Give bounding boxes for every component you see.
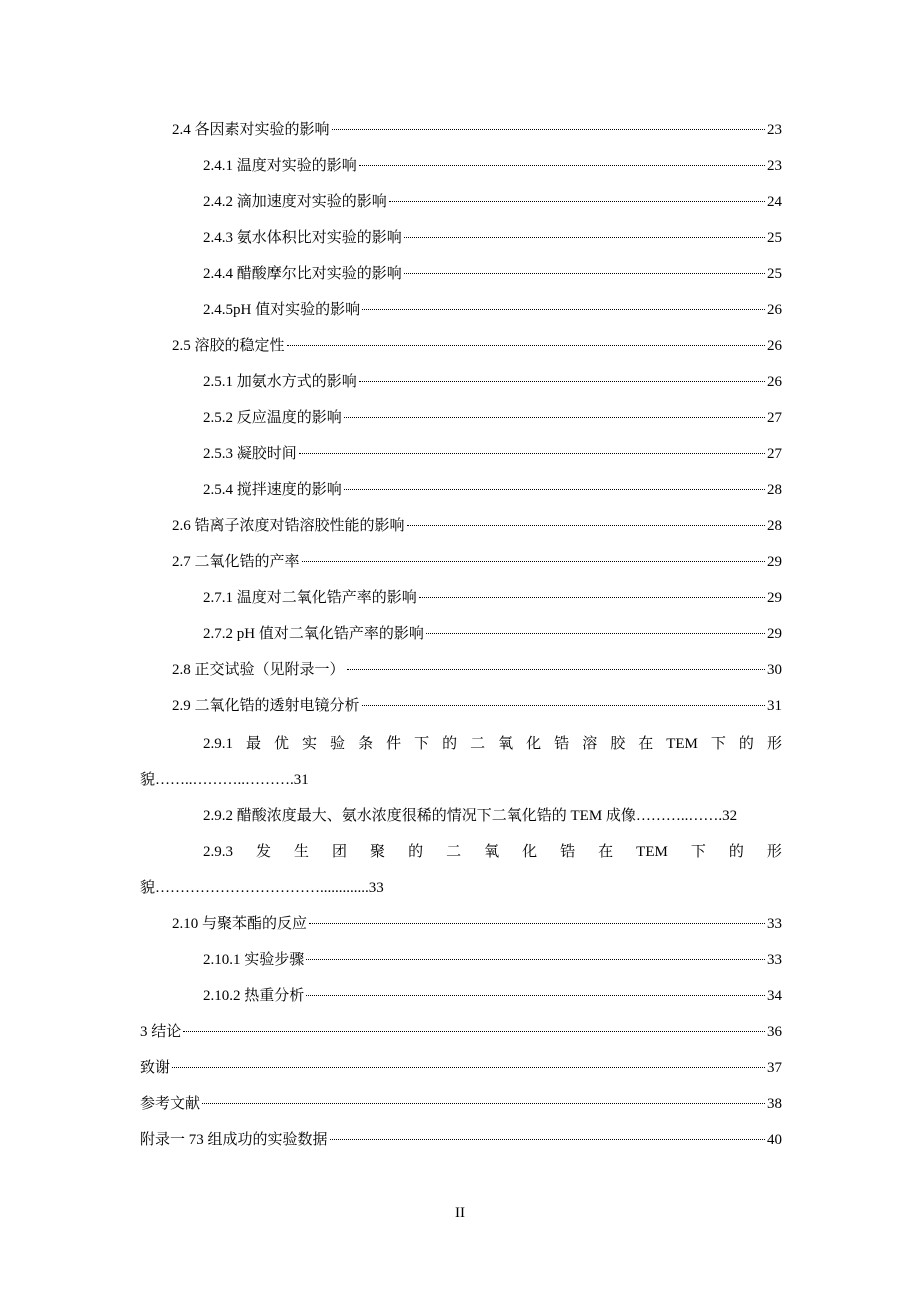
toc-entry[interactable] bbox=[172, 334, 782, 358]
toc-entry-title: 3 结论 bbox=[140, 1024, 182, 1040]
toc-entry-page: 26 bbox=[767, 302, 782, 318]
toc-leader bbox=[389, 201, 765, 202]
toc-entry-title: 2.4.5pH 值对实验的影响 bbox=[203, 302, 361, 318]
toc-entry[interactable] bbox=[203, 154, 782, 178]
toc-entry-title: 2.10.2 热重分析 bbox=[203, 988, 305, 1004]
toc-entry-title: 2.4 各因素对实验的影响 bbox=[172, 122, 330, 138]
toc-entry-line-2: 貌……..………..……….31 bbox=[140, 772, 309, 788]
toc-entry-page: 28 bbox=[767, 518, 782, 534]
toc-leader bbox=[299, 453, 765, 454]
toc-entry[interactable] bbox=[203, 586, 782, 610]
toc-leader bbox=[302, 561, 765, 562]
toc-entry-page: 38 bbox=[767, 1096, 782, 1112]
toc-entry-title: 2.9 二氧化锆的透射电镜分析 bbox=[172, 698, 360, 714]
toc-entry-page: 27 bbox=[767, 410, 782, 426]
toc-entry-line-1 bbox=[140, 840, 782, 864]
toc-char: 2.9.1 bbox=[203, 736, 233, 752]
toc-leader bbox=[332, 129, 765, 130]
toc-entry-page: 34 bbox=[767, 988, 782, 1004]
toc-entry-page: 29 bbox=[767, 626, 782, 642]
toc-entry-page: 33 bbox=[767, 952, 782, 968]
toc-entry[interactable] bbox=[203, 984, 782, 1008]
toc-char: 的 bbox=[728, 844, 744, 860]
toc-char: TEM bbox=[636, 844, 668, 860]
toc-entry-title: 2.7.2 pH 值对二氧化锆产率的影响 bbox=[203, 626, 424, 642]
toc-entry-page: 31 bbox=[767, 698, 782, 714]
toc-entry-title: 参考文献 bbox=[140, 1096, 201, 1112]
toc-entry-title: 2.4.3 氨水体积比对实验的影响 bbox=[203, 230, 402, 246]
toc-entry-title: 2.5.4 搅拌速度的影响 bbox=[203, 482, 342, 498]
toc-entry-title: 2.5.3 凝胶时间 bbox=[203, 446, 297, 462]
toc-entry-title: 2.4.4 醋酸摩尔比对实验的影响 bbox=[203, 266, 402, 282]
toc-char: 二 bbox=[470, 736, 486, 752]
toc-char: 在 bbox=[638, 736, 654, 752]
toc-char: 锆 bbox=[560, 844, 576, 860]
toc-entry-page: 40 bbox=[767, 1132, 782, 1148]
toc-leader bbox=[362, 309, 765, 310]
toc-entry-page: 27 bbox=[767, 446, 782, 462]
toc-entry-title: 2.6 锆离子浓度对锆溶胶性能的影响 bbox=[172, 518, 405, 534]
toc-entry-page: 37 bbox=[767, 1060, 782, 1076]
toc-char: 生 bbox=[294, 844, 310, 860]
toc-entry-page: 25 bbox=[767, 230, 782, 246]
toc-entry-title: 附录一 73 组成功的实验数据 bbox=[140, 1132, 328, 1148]
toc-char: 优 bbox=[274, 736, 290, 752]
toc-entry-title: 2.8 正交试验（见附录一） bbox=[172, 662, 345, 678]
toc-entry[interactable] bbox=[203, 298, 782, 322]
toc-char: 聚 bbox=[370, 844, 386, 860]
toc-char: 下 bbox=[414, 736, 430, 752]
toc-entry-title: 2.10 与聚苯酯的反应 bbox=[172, 916, 308, 932]
toc-entry[interactable] bbox=[203, 370, 782, 394]
toc-leader bbox=[330, 1139, 765, 1140]
toc-leader bbox=[347, 669, 765, 670]
toc-entry-2-9-2[interactable]: 2.9.2 醋酸浓度最大、氨水浓度很稀的情况下二氧化锆的 TEM 成像………..…….32 bbox=[203, 808, 738, 824]
toc-leader bbox=[309, 923, 765, 924]
toc-entry[interactable] bbox=[140, 1056, 782, 1080]
toc-char: 氧 bbox=[498, 736, 514, 752]
toc-char: 化 bbox=[526, 736, 542, 752]
toc-entry-2-9-1[interactable] bbox=[140, 732, 782, 792]
toc-entry-page: 30 bbox=[767, 662, 782, 678]
toc-char: 2.9.3 bbox=[203, 844, 233, 860]
toc-entry[interactable] bbox=[172, 118, 782, 142]
toc-char: 条 bbox=[358, 736, 374, 752]
toc-char: 发 bbox=[256, 844, 272, 860]
toc-char: 在 bbox=[598, 844, 614, 860]
toc-char: 的 bbox=[738, 736, 754, 752]
toc-entry-page: 26 bbox=[767, 374, 782, 390]
toc-entry-title: 2.7 二氧化锆的产率 bbox=[172, 554, 300, 570]
toc-char: 团 bbox=[332, 844, 348, 860]
toc-leader bbox=[306, 995, 765, 996]
toc-char: 下 bbox=[690, 844, 706, 860]
toc-entry-title: 2.10.1 实验步骤 bbox=[203, 952, 305, 968]
toc-entry[interactable] bbox=[203, 442, 782, 466]
toc-entry-title: 致谢 bbox=[140, 1060, 171, 1076]
toc-entry-page: 33 bbox=[767, 916, 782, 932]
toc-char: 的 bbox=[408, 844, 424, 860]
toc-leader bbox=[359, 165, 765, 166]
toc-leader bbox=[183, 1031, 765, 1032]
toc-entry[interactable] bbox=[203, 948, 782, 972]
toc-entry[interactable] bbox=[203, 190, 782, 214]
toc-entry-title: 2.7.1 温度对二氧化锆产率的影响 bbox=[203, 590, 417, 606]
toc-leader bbox=[172, 1067, 765, 1068]
toc-char: 下 bbox=[710, 736, 726, 752]
page-number: II bbox=[455, 1205, 465, 1221]
toc-entry[interactable] bbox=[140, 1128, 782, 1152]
toc-leader bbox=[359, 381, 765, 382]
toc-char: 溶 bbox=[582, 736, 598, 752]
toc-char: 胶 bbox=[610, 736, 626, 752]
toc-entry-page: 23 bbox=[767, 122, 782, 138]
toc-entry[interactable] bbox=[140, 1092, 782, 1116]
toc-leader bbox=[306, 959, 765, 960]
toc-entry-page: 25 bbox=[767, 266, 782, 282]
toc-leader bbox=[404, 237, 765, 238]
toc-entry-title: 2.5 溶胶的稳定性 bbox=[172, 338, 285, 354]
toc-char: 形 bbox=[766, 736, 782, 752]
toc-entry-line-2: 貌…………………………….............33 bbox=[140, 880, 384, 896]
toc-entry[interactable] bbox=[172, 550, 782, 574]
toc-entry[interactable] bbox=[172, 694, 782, 718]
toc-entry[interactable] bbox=[172, 658, 782, 682]
toc-entry-title: 2.4.1 温度对实验的影响 bbox=[203, 158, 357, 174]
toc-entry[interactable] bbox=[203, 226, 782, 250]
toc-char: 化 bbox=[522, 844, 538, 860]
toc-entry-page: 26 bbox=[767, 338, 782, 354]
toc-char: 氧 bbox=[484, 844, 500, 860]
toc-leader bbox=[202, 1103, 765, 1104]
toc-entry-page: 36 bbox=[767, 1024, 782, 1040]
toc-entry[interactable] bbox=[203, 478, 782, 502]
toc-leader bbox=[344, 417, 765, 418]
toc-char: 形 bbox=[766, 844, 782, 860]
toc-leader bbox=[362, 705, 765, 706]
toc-entry[interactable] bbox=[172, 514, 782, 538]
toc-entry[interactable] bbox=[203, 262, 782, 286]
toc-entry-page: 23 bbox=[767, 158, 782, 174]
toc-entry-page: 29 bbox=[767, 590, 782, 606]
toc-char: 件 bbox=[386, 736, 402, 752]
toc-leader bbox=[287, 345, 765, 346]
toc-char: 二 bbox=[446, 844, 462, 860]
toc-leader bbox=[404, 273, 765, 274]
toc-entry-page: 29 bbox=[767, 554, 782, 570]
toc-char: 锆 bbox=[554, 736, 570, 752]
toc-entry-2-9-3[interactable] bbox=[140, 840, 782, 900]
toc-entry[interactable] bbox=[140, 1020, 782, 1044]
toc-char: 验 bbox=[330, 736, 346, 752]
toc-char: 最 bbox=[246, 736, 262, 752]
toc-entry-title: 2.4.2 滴加速度对实验的影响 bbox=[203, 194, 387, 210]
toc-leader bbox=[419, 597, 765, 598]
toc-entry-page: 28 bbox=[767, 482, 782, 498]
toc-char: 的 bbox=[442, 736, 458, 752]
toc-char: 实 bbox=[302, 736, 318, 752]
toc-char: TEM bbox=[666, 736, 698, 752]
toc-leader bbox=[426, 633, 765, 634]
toc-leader bbox=[407, 525, 765, 526]
toc-entry[interactable] bbox=[203, 622, 782, 646]
toc-entry-title: 2.5.1 加氨水方式的影响 bbox=[203, 374, 357, 390]
toc-entry-page: 24 bbox=[767, 194, 782, 210]
toc-entry-title: 2.5.2 反应温度的影响 bbox=[203, 410, 342, 426]
toc-entry-line-1 bbox=[140, 732, 782, 756]
toc-entry[interactable] bbox=[203, 406, 782, 430]
toc-entry[interactable] bbox=[172, 912, 782, 936]
toc-leader bbox=[344, 489, 765, 490]
